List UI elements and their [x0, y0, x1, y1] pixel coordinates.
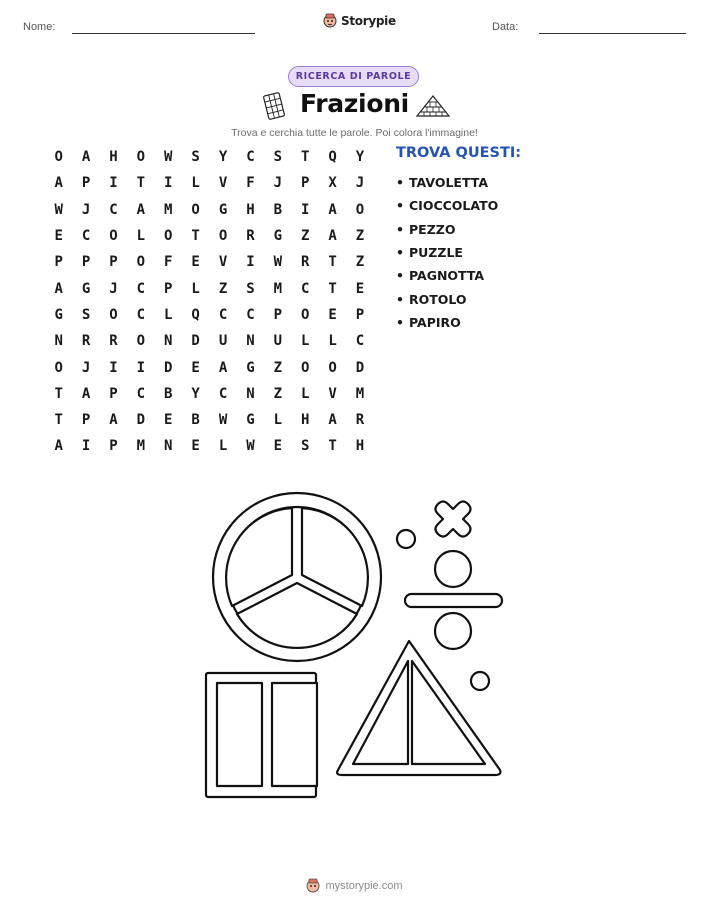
word-item	[396, 264, 498, 287]
grid-letter[interactable]: B	[164, 385, 173, 402]
grid-letter[interactable]: R	[81, 333, 91, 350]
grid-letter[interactable]: C	[81, 228, 91, 245]
grid-letter[interactable]: G	[246, 412, 255, 429]
grid-letter[interactable]: Q	[191, 306, 200, 323]
grid-letter[interactable]: L	[191, 175, 200, 192]
grid-letter[interactable]: P	[164, 280, 173, 297]
grid-letter[interactable]: O	[191, 201, 200, 218]
grid-letter[interactable]: A	[218, 359, 228, 376]
grid-letter[interactable]: P	[81, 254, 91, 271]
grid-row	[45, 144, 374, 170]
grid-letter[interactable]: H	[355, 438, 365, 455]
grid-letter[interactable]: R	[355, 412, 365, 429]
date-line[interactable]	[539, 33, 686, 34]
grid-letter[interactable]: J	[355, 175, 365, 192]
page-title: Frazioni	[300, 89, 409, 118]
grid-letter[interactable]: C	[246, 149, 255, 166]
word-label: PAPIRO	[409, 314, 461, 330]
grid-letter[interactable]: A	[109, 412, 118, 429]
grid-letter[interactable]: O	[300, 306, 310, 323]
grid-letter[interactable]: E	[355, 280, 365, 297]
grid-letter[interactable]: S	[300, 438, 310, 455]
grid-letter[interactable]: D	[191, 333, 200, 350]
grid-letter[interactable]: P	[109, 438, 118, 455]
grid-letter[interactable]: S	[81, 306, 91, 323]
grid-letter[interactable]: U	[218, 333, 228, 350]
pyramid-icon	[415, 94, 451, 118]
rectangle-halves	[206, 673, 317, 797]
word-item	[396, 241, 498, 264]
grid-letter[interactable]: Z	[273, 359, 283, 376]
word-list-title: TROVA QUESTI:	[396, 145, 522, 161]
grid-letter[interactable]: D	[136, 412, 146, 429]
grid-letter[interactable]: I	[109, 175, 118, 192]
grid-letter[interactable]: O	[109, 306, 118, 323]
date-label: Data:	[492, 21, 519, 33]
grid-letter[interactable]: P	[109, 254, 118, 271]
grid-letter[interactable]: N	[164, 333, 173, 350]
grid-letter[interactable]: L	[136, 228, 146, 245]
grid-letter[interactable]: O	[136, 254, 146, 271]
grid-letter[interactable]: L	[328, 333, 337, 350]
grid-letter[interactable]: W	[246, 438, 255, 455]
word-label: PAGNOTTA	[409, 268, 485, 284]
grid-letter[interactable]: Y	[218, 149, 228, 166]
grid-letter[interactable]: A	[136, 201, 146, 218]
word-label: PEZZO	[409, 221, 456, 237]
grid-letter[interactable]: W	[218, 412, 228, 429]
grid-letter[interactable]: Z	[273, 385, 283, 402]
grid-letter[interactable]: L	[300, 333, 310, 350]
pie-fraction-circle	[213, 493, 381, 661]
grid-letter[interactable]: N	[246, 333, 255, 350]
grid-row	[45, 354, 374, 380]
grid-letter[interactable]: P	[300, 175, 310, 192]
multiplication-sign	[436, 502, 471, 537]
grid-letter[interactable]: F	[164, 254, 173, 271]
grid-letter[interactable]: A	[54, 280, 63, 297]
bullet: •	[396, 221, 404, 237]
grid-letter[interactable]: O	[164, 228, 173, 245]
grid-letter[interactable]: I	[246, 254, 255, 271]
word-item	[396, 311, 498, 334]
grid-letter[interactable]: B	[273, 201, 283, 218]
storypie-logo-icon	[323, 13, 337, 28]
grid-letter[interactable]: T	[328, 280, 337, 297]
footer	[0, 878, 709, 893]
grid-letter[interactable]: P	[273, 306, 283, 323]
grid-letter[interactable]: X	[328, 175, 337, 192]
grid-letter[interactable]: C	[355, 333, 365, 350]
grid-letter[interactable]: W	[54, 201, 63, 218]
grid-letter[interactable]: E	[54, 228, 63, 245]
grid-letter[interactable]: A	[328, 412, 337, 429]
grid-letter[interactable]: P	[81, 175, 91, 192]
grid-letter[interactable]: V	[328, 385, 337, 402]
grid-letter[interactable]: I	[81, 438, 91, 455]
grid-letter[interactable]: Z	[218, 280, 228, 297]
small-circle	[471, 672, 489, 690]
grid-letter[interactable]: C	[300, 280, 310, 297]
grid-row	[45, 407, 374, 433]
word-label: CIOCCOLATO	[409, 198, 499, 214]
division-sign	[405, 551, 502, 649]
grid-letter[interactable]: Y	[191, 385, 200, 402]
grid-letter[interactable]: T	[191, 228, 200, 245]
brand	[323, 13, 396, 28]
grid-letter[interactable]: T	[328, 254, 337, 271]
word-list	[396, 171, 498, 334]
grid-letter[interactable]: N	[54, 333, 63, 350]
grid-letter[interactable]: E	[328, 306, 337, 323]
word-label: ROTOLO	[409, 291, 467, 307]
triangle-halves	[337, 641, 500, 775]
grid-letter[interactable]: Z	[355, 228, 365, 245]
grid-letter[interactable]: T	[54, 385, 63, 402]
grid-letter[interactable]: L	[273, 412, 283, 429]
grid-letter[interactable]: H	[246, 201, 255, 218]
grid-letter[interactable]: J	[273, 175, 283, 192]
grid-letter[interactable]: Z	[355, 254, 365, 271]
bullet: •	[396, 314, 404, 330]
grid-letter[interactable]: R	[109, 333, 118, 350]
grid-letter[interactable]: C	[218, 385, 228, 402]
bullet: •	[396, 245, 404, 261]
grid-letter[interactable]: J	[81, 201, 91, 218]
grid-letter[interactable]: G	[81, 280, 91, 297]
grid-letter[interactable]: E	[191, 359, 200, 376]
grid-letter[interactable]: C	[109, 201, 118, 218]
grid-letter[interactable]: H	[300, 412, 310, 429]
grid-letter[interactable]: M	[136, 438, 146, 455]
word-item	[396, 194, 498, 217]
grid-letter[interactable]: O	[54, 359, 63, 376]
grid-letter[interactable]: O	[300, 359, 310, 376]
word-label: PUZZLE	[409, 245, 463, 261]
grid-letter[interactable]: L	[164, 306, 173, 323]
grid-letter[interactable]: C	[246, 306, 255, 323]
grid-letter[interactable]: S	[273, 149, 283, 166]
grid-letter[interactable]: G	[54, 306, 63, 323]
small-circle	[397, 530, 415, 548]
grid-letter[interactable]: A	[328, 201, 337, 218]
grid-letter[interactable]: O	[54, 149, 63, 166]
grid-letter[interactable]: W	[164, 149, 173, 166]
grid-letter[interactable]: C	[218, 306, 228, 323]
grid-row	[45, 328, 374, 354]
storypie-logo-icon	[306, 878, 320, 893]
grid-letter[interactable]: J	[109, 280, 118, 297]
grid-letter[interactable]: Q	[328, 149, 337, 166]
grid-letter[interactable]: S	[191, 149, 200, 166]
grid-letter[interactable]: A	[54, 438, 63, 455]
grid-letter[interactable]: N	[164, 438, 173, 455]
grid-letter[interactable]: L	[191, 280, 200, 297]
footer-url[interactable]: mystorypie.com	[325, 879, 403, 892]
grid-row	[45, 381, 374, 407]
grid-letter[interactable]: O	[328, 359, 337, 376]
grid-letter[interactable]: I	[136, 359, 146, 376]
grid-letter[interactable]: R	[246, 228, 255, 245]
bullet: •	[396, 291, 404, 307]
grid-letter[interactable]: A	[81, 149, 91, 166]
name-label: Nome:	[23, 21, 56, 33]
grid-letter[interactable]: I	[109, 359, 118, 376]
grid-letter[interactable]: T	[54, 412, 63, 429]
grid-row	[45, 197, 374, 223]
word-search-grid[interactable]	[45, 144, 374, 460]
coloring-image[interactable]	[195, 490, 515, 805]
instructions: Trova e cerchia tutte le parole. Poi colora l'immagine!	[231, 127, 478, 139]
bullet: •	[396, 175, 404, 191]
grid-letter[interactable]: T	[328, 438, 337, 455]
grid-letter[interactable]: O	[136, 149, 146, 166]
grid-letter[interactable]: O	[109, 228, 118, 245]
grid-letter[interactable]: D	[355, 359, 365, 376]
grid-letter[interactable]: P	[109, 385, 118, 402]
grid-letter[interactable]: E	[164, 412, 173, 429]
bullet: •	[396, 198, 404, 214]
grid-letter[interactable]: D	[164, 359, 173, 376]
grid-letter[interactable]: A	[328, 228, 337, 245]
grid-letter[interactable]: B	[191, 412, 200, 429]
grid-letter[interactable]: T	[300, 149, 310, 166]
grid-letter[interactable]: N	[246, 385, 255, 402]
grid-letter[interactable]: M	[273, 280, 283, 297]
activity-badge: RICERCA DI PAROLE	[288, 66, 419, 87]
grid-letter[interactable]: S	[246, 280, 255, 297]
grid-row	[45, 170, 374, 196]
grid-row	[45, 275, 374, 301]
grid-letter[interactable]: A	[81, 385, 91, 402]
word-label: TAVOLETTA	[409, 175, 489, 191]
grid-letter[interactable]: Y	[355, 149, 365, 166]
grid-letter[interactable]: O	[218, 228, 228, 245]
grid-letter[interactable]: M	[164, 201, 173, 218]
grid-letter[interactable]: I	[164, 175, 173, 192]
grid-letter[interactable]: R	[300, 254, 310, 271]
grid-letter[interactable]: E	[191, 254, 200, 271]
grid-letter[interactable]: G	[218, 201, 228, 218]
word-item	[396, 171, 498, 194]
grid-letter[interactable]: H	[109, 149, 118, 166]
grid-letter[interactable]: C	[136, 280, 146, 297]
grid-letter[interactable]: V	[218, 254, 228, 271]
grid-letter[interactable]: W	[273, 254, 283, 271]
grid-letter[interactable]: G	[246, 359, 255, 376]
grid-letter[interactable]: O	[136, 333, 146, 350]
grid-letter[interactable]: O	[355, 201, 365, 218]
grid-letter[interactable]: T	[136, 175, 146, 192]
word-item	[396, 287, 498, 310]
bullet: •	[396, 268, 404, 284]
grid-row	[45, 223, 374, 249]
grid-letter[interactable]: C	[136, 306, 146, 323]
grid-letter[interactable]: J	[81, 359, 91, 376]
grid-letter[interactable]: C	[136, 385, 146, 402]
brand-name: Storypie	[341, 13, 396, 28]
word-item	[396, 218, 498, 241]
grid-row	[45, 302, 374, 328]
grid-letter[interactable]: M	[355, 385, 365, 402]
grid-row	[45, 249, 374, 275]
name-line[interactable]	[72, 33, 255, 34]
grid-letter[interactable]: U	[273, 333, 283, 350]
grid-letter[interactable]: L	[218, 438, 228, 455]
grid-letter[interactable]: P	[355, 306, 365, 323]
grid-letter[interactable]: V	[218, 175, 228, 192]
grid-letter[interactable]: I	[300, 201, 310, 218]
grid-letter[interactable]: E	[191, 438, 200, 455]
grid-row	[45, 433, 374, 459]
grid-letter[interactable]: G	[273, 228, 283, 245]
grid-letter[interactable]: L	[300, 385, 310, 402]
grid-letter[interactable]: A	[54, 175, 63, 192]
grid-letter[interactable]: Z	[300, 228, 310, 245]
grid-letter[interactable]: P	[54, 254, 63, 271]
grid-letter[interactable]: E	[273, 438, 283, 455]
grid-letter[interactable]: F	[246, 175, 255, 192]
grid-letter[interactable]: P	[81, 412, 91, 429]
